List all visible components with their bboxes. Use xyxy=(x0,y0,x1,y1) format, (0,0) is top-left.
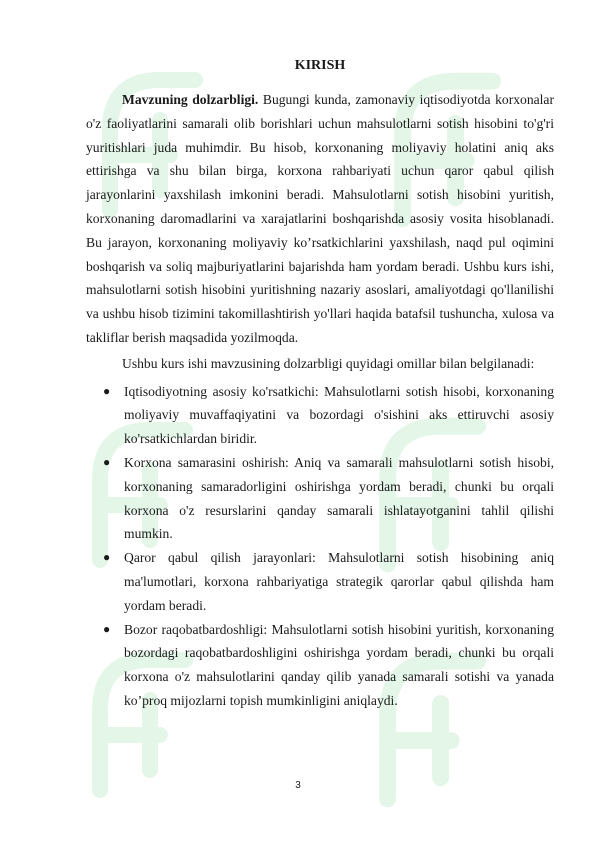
document-body xyxy=(86,56,554,713)
list-item xyxy=(86,618,554,713)
list-item-text: Bozor raqobatbardoshligi: Mahsulotlarni sotish hisobini yuritish, korxonaning bozordagi raqobatbardoshligini oshirishga yordam beradi, chunki bu orqali korxona o'z mahsulotlarini qanday qilib yanada samarali sotishi va yanada ko’proq mijozlarni topish mumkinligini aniqlaydi. xyxy=(124,621,554,708)
intro-heading: Mavzuning dolzarbligi. xyxy=(122,92,259,107)
lead-paragraph: Ushbu kurs ishi mavzusining dolzarbligi quyidagi omillar bilan belgilanadi: xyxy=(122,355,535,371)
list-item xyxy=(86,546,554,617)
bullet-icon: ● xyxy=(103,454,111,469)
bullet-icon: ● xyxy=(103,621,111,636)
factor-list xyxy=(86,380,554,713)
intro-paragraph xyxy=(86,88,554,350)
bullet-icon: ● xyxy=(103,383,111,398)
list-item xyxy=(86,380,554,451)
page-number: 3 xyxy=(295,780,301,791)
list-item-text: Korxona samarasini oshirish: Aniq va samarali mahsulotlarni sotish hisobi, korxonaning samaradorligini oshirishga yordam beradi, chunki bu orqali korxona o'z resurslarini qanday samarali ishlatayotganini tahlil qilishi mumkin. xyxy=(124,454,554,542)
intro-text: Bugungi kunda, zamonaviy iqtisodiyotda korxonalar o'z faoliyatlarini samarali olib borishlari uchun mahsulotlarni sotish hisobini to'g'ri yuritishlari juda muhimdir. Bu hisob, korxonaning moliyaviy holatini aniq aks ettirishga va shu bilan birga, korxona rahbariyati uchun qaror qabul qilish jarayonlarini yaxshilash imkonini beradi. Mahsulotlarni sotish hisobini yuritish, korxonaning daromadlarini va xarajatlarini boshqarishda asosiy vosita hisoblanadi. Bu jarayon, korxonaning moliyaviy ko’rsatkichlarini yaxshilash, naqd pul oqimini boshqarish va soliq majburiyatlarini bajarishda ham yordam beradi. Ushbu kurs ishi, mahsulotlarni sotish hisobini yuritishning nazariy asoslari, amaliyotdagi qo'llanilishi va ushbu hisob tizimini takomillashtirish yo'llari haqida batafsil tushuncha, xulosa va takliflar berish maqsadida yozilmoqda. xyxy=(86,92,554,345)
list-item-text: Iqtisodiyotning asosiy ko'rsatkichi: Mahsulotlarni sotish hisobi, korxonaning moliyaviy muvaffaqiyatini va bozordagi o'sishini aks ettiruvchi asosiy ko'rsatkichlardan biridir. xyxy=(124,383,554,447)
list-item xyxy=(86,451,554,546)
bullet-icon: ● xyxy=(103,550,111,565)
list-item-text: Qaror qabul qilish jarayonlari: Mahsulotlarni sotish hisobining aniq ma'lumotlari, korxona rahbariyatiga strategik qarorlar qabul qilishda ham yordam beradi. xyxy=(124,550,554,613)
page-title: KIRISH xyxy=(294,58,346,73)
